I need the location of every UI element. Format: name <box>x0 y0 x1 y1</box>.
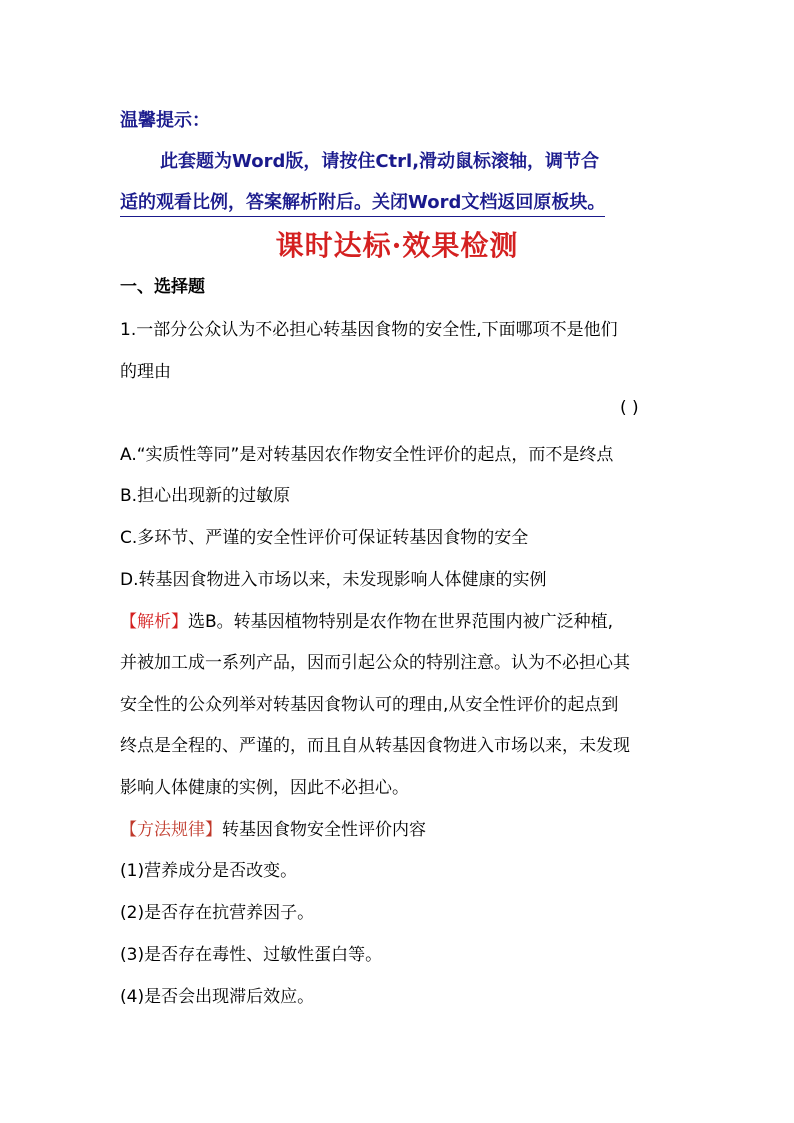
method-item-4: (4)是否会出现滞后效应。 <box>120 987 315 1007</box>
analysis-line-3: 安全性的公众列举对转基因食物认可的理由,从安全性评价的起点到 <box>120 695 619 715</box>
page-title: 课时达标·效果检测 <box>275 229 519 262</box>
tip-title: 温馨提示： <box>120 110 210 131</box>
option-c: C.多环节、严谨的安全性评价可保证转基因食物的安全 <box>120 528 529 548</box>
analysis-line-4: 终点是全程的、严谨的，而且自从转基因食物进入市场以来，未发现 <box>120 736 630 756</box>
analysis-line-2: 并被加工成一系列产品，因而引起公众的特别注意。认为不必担心其 <box>120 653 630 673</box>
method-item-3: (3)是否存在毒性、过敏性蛋白等。 <box>120 945 383 965</box>
analysis-line-1-text: 选B。转基因植物特别是农作物在世界范围内被广泛种植, <box>188 612 614 632</box>
method-heading-text: 转基因食物安全性评价内容 <box>222 820 426 840</box>
method-item-1: (1)营养成分是否改变。 <box>120 861 298 881</box>
tip-line-1: 此套题为Word版，请按住Ctrl,滑动鼠标滚轴，调节合 <box>160 151 600 172</box>
question-stem-line-2: 的理由 <box>120 362 171 382</box>
option-a: A.“实质性等同”是对转基因农作物安全性评价的起点，而不是终点 <box>120 445 614 465</box>
option-d: D.转基因食物进入市场以来，未发现影响人体健康的实例 <box>120 570 547 590</box>
method-heading <box>120 815 426 840</box>
analysis-tag: 【解析】 <box>120 612 188 632</box>
method-tag: 【方法规律】 <box>120 820 222 840</box>
analysis-line-5: 影响人体健康的实例，因此不必担心。 <box>120 778 409 798</box>
answer-blank: ( ) <box>620 398 639 418</box>
analysis-line-1 <box>120 607 613 632</box>
question-stem-line-1: 1.一部分公众认为不必担心转基因食物的安全性,下面哪项不是他们 <box>120 320 618 340</box>
method-item-2: (2)是否存在抗营养因子。 <box>120 903 315 923</box>
tip-line-2: 适的观看比例，答案解析附后。关闭Word文档返回原板块。 <box>120 188 605 217</box>
section-heading: 一、选择题 <box>120 277 205 297</box>
option-b: B.担心出现新的过敏原 <box>120 486 291 506</box>
